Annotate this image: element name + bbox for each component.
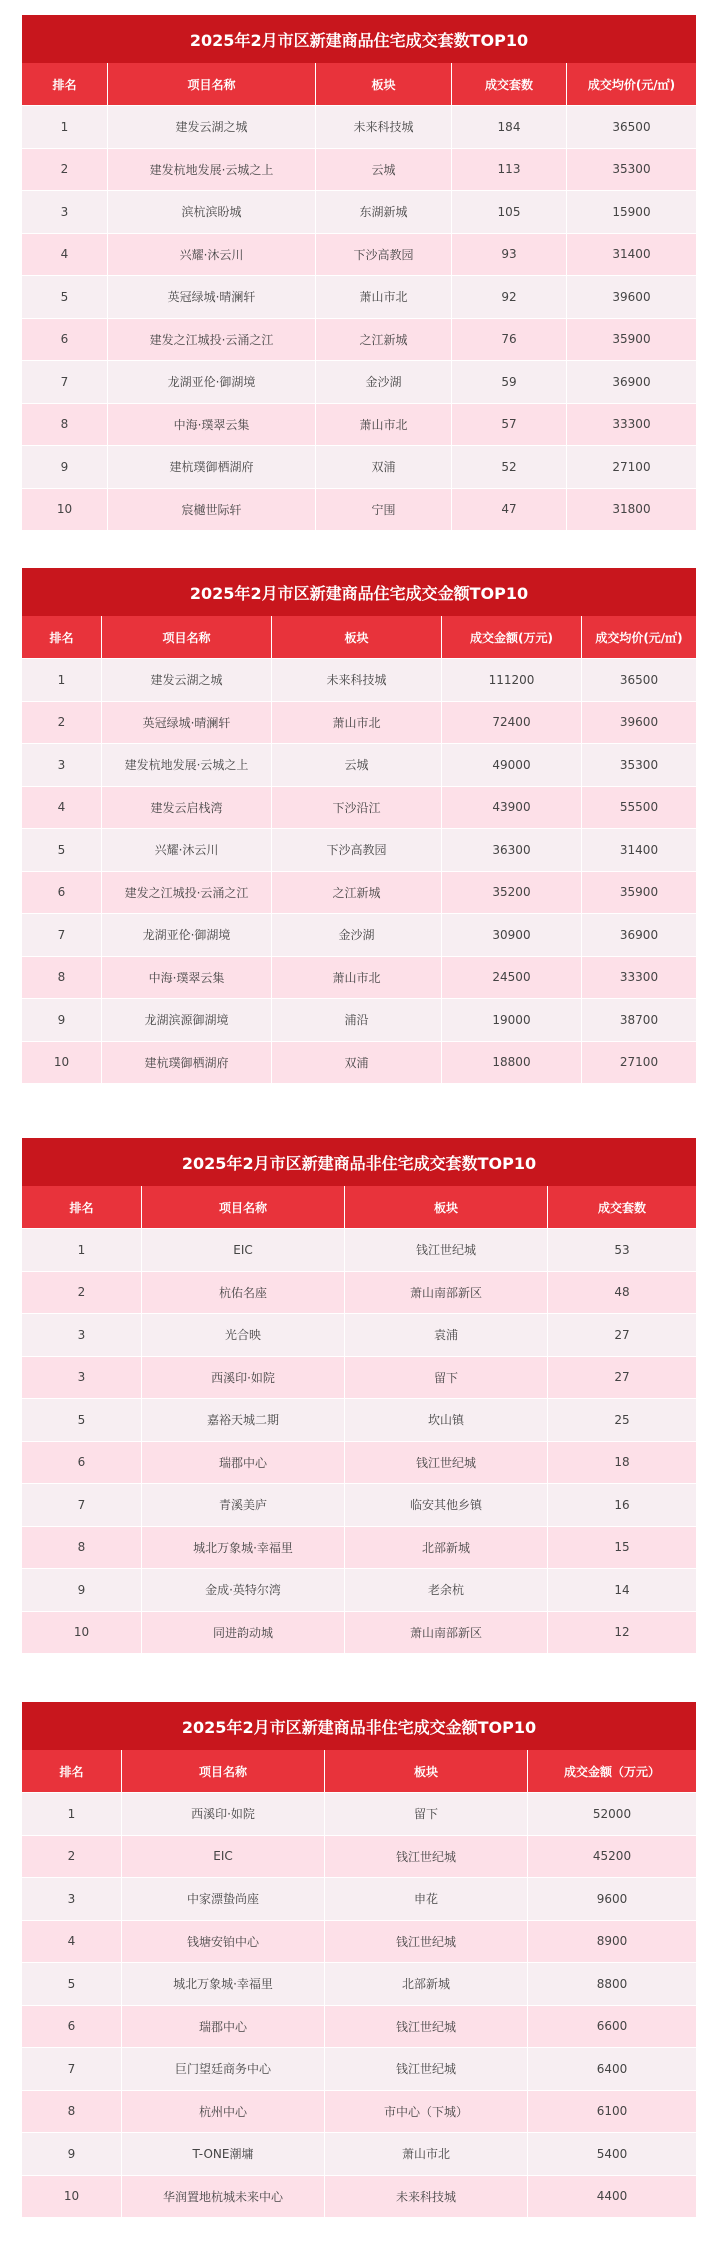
table-cell: 兴耀·沐云川 — [102, 829, 272, 871]
table-cell: 建杭璞御栖湖府 — [102, 1042, 272, 1084]
table-row — [22, 743, 696, 786]
table-cell: 59 — [452, 361, 567, 403]
table-cell: 6100 — [528, 2091, 696, 2133]
table-cell: 15 — [548, 1527, 696, 1569]
table-row — [22, 1271, 696, 1314]
table-cell: 27 — [548, 1314, 696, 1356]
table-cell: 中家漂蛰尚座 — [122, 1878, 325, 1920]
table-row — [22, 1526, 696, 1569]
table-cell: 2 — [22, 149, 108, 191]
table-cell: 1 — [22, 106, 108, 148]
table-cell: 184 — [452, 106, 567, 148]
table-cell: 35300 — [567, 149, 696, 191]
table-cell: 35900 — [582, 872, 696, 914]
table-cell: 3 — [22, 744, 102, 786]
column-header: 排名 — [22, 616, 102, 658]
table-title: 2025年2月市区新建商品住宅成交套数TOP10 — [22, 15, 696, 63]
column-header: 项目名称 — [102, 616, 272, 658]
table-row — [22, 445, 696, 488]
column-header: 项目名称 — [108, 63, 316, 105]
table-row — [22, 2090, 696, 2133]
table-row — [22, 1441, 696, 1484]
table-cell: 中海·璞翠云集 — [102, 957, 272, 999]
table-cell: 8900 — [528, 1921, 696, 1963]
table-cell: 48 — [548, 1272, 696, 1314]
table-cell: 钱江世纪城 — [325, 1836, 528, 1878]
table-cell: 111200 — [442, 659, 582, 701]
table-cell: 6600 — [528, 2006, 696, 2048]
table-cell: 36900 — [582, 914, 696, 956]
table-cell: 2 — [22, 1836, 122, 1878]
table-cell: 巨门望廷商务中心 — [122, 2048, 325, 2090]
table-cell: 12 — [548, 1612, 696, 1654]
table-row — [22, 275, 696, 318]
table-cell: 杭州中心 — [122, 2091, 325, 2133]
table-cell: 35200 — [442, 872, 582, 914]
table-cell: 8800 — [528, 1963, 696, 2005]
table-cell: 25 — [548, 1399, 696, 1441]
table-row — [22, 701, 696, 744]
table-cell: 6400 — [528, 2048, 696, 2090]
table-cell: 之江新城 — [316, 319, 452, 361]
table-cell: 72400 — [442, 702, 582, 744]
table-cell: 瑞郡中心 — [142, 1442, 345, 1484]
table-row — [22, 190, 696, 233]
table-cell: 萧山南部新区 — [345, 1272, 548, 1314]
table-cell: 6 — [22, 872, 102, 914]
table-cell: 云城 — [272, 744, 442, 786]
table-cell: 6 — [22, 319, 108, 361]
table-row — [22, 658, 696, 701]
table-cell: 袁浦 — [345, 1314, 548, 1356]
table-cell: 嘉裕天城二期 — [142, 1399, 345, 1441]
table-cell: 龙湖滨源御湖境 — [102, 999, 272, 1041]
table-cell: 5400 — [528, 2133, 696, 2175]
table-cell: 35300 — [582, 744, 696, 786]
column-header: 成交套数 — [452, 63, 567, 105]
table-cell: 瑞郡中心 — [122, 2006, 325, 2048]
table-cell: 10 — [22, 1042, 102, 1084]
table-cell: 浦沿 — [272, 999, 442, 1041]
table-cell: 钱江世纪城 — [345, 1229, 548, 1271]
table-row — [22, 1568, 696, 1611]
table-cell: 金沙湖 — [316, 361, 452, 403]
column-header: 成交均价(元/㎡) — [582, 616, 696, 658]
column-header: 板块 — [345, 1186, 548, 1228]
table-3 — [22, 1138, 696, 1653]
table-cell: 建发杭地发展·云城之上 — [108, 149, 316, 191]
table-row — [22, 2132, 696, 2175]
table-cell: 24500 — [442, 957, 582, 999]
column-header: 成交金额(万元) — [442, 616, 582, 658]
table-cell: 城北万象城·幸福里 — [122, 1963, 325, 2005]
table-row — [22, 1313, 696, 1356]
table-cell: 9 — [22, 999, 102, 1041]
table-cell: 西溪印·如院 — [142, 1357, 345, 1399]
table-cell: 申花 — [325, 1878, 528, 1920]
table-4 — [22, 1702, 696, 2217]
column-header: 排名 — [22, 1186, 142, 1228]
table-cell: 27 — [548, 1357, 696, 1399]
table-cell: 同进韵动城 — [142, 1612, 345, 1654]
table-cell: 华润置地杭城未来中心 — [122, 2176, 325, 2218]
table-cell: 8 — [22, 957, 102, 999]
table-cell: 4 — [22, 1921, 122, 1963]
table-cell: 93 — [452, 234, 567, 276]
table-cell: 英冠绿城·晴澜轩 — [108, 276, 316, 318]
table-row — [22, 998, 696, 1041]
table-cell: 建杭璞御栖湖府 — [108, 446, 316, 488]
table-cell: 2 — [22, 1272, 142, 1314]
table-cell: 3 — [22, 191, 108, 233]
table-cell: 未来科技城 — [316, 106, 452, 148]
table-cell: 5 — [22, 829, 102, 871]
table-cell: 16 — [548, 1484, 696, 1526]
table-cell: 7 — [22, 1484, 142, 1526]
table-cell: 33300 — [567, 404, 696, 446]
table-cell: 双浦 — [272, 1042, 442, 1084]
column-header: 板块 — [272, 616, 442, 658]
table-cell: 36300 — [442, 829, 582, 871]
table-cell: 3 — [22, 1314, 142, 1356]
table-cell: 10 — [22, 489, 108, 531]
table-cell: 9600 — [528, 1878, 696, 1920]
column-header: 项目名称 — [142, 1186, 345, 1228]
table-cell: 建发之江城投·云涌之江 — [108, 319, 316, 361]
table-cell: 老余杭 — [345, 1569, 548, 1611]
table-cell: 金成·英特尔湾 — [142, 1569, 345, 1611]
table-cell: 105 — [452, 191, 567, 233]
table-cell: 1 — [22, 1229, 142, 1271]
table-cell: 兴耀·沐云川 — [108, 234, 316, 276]
table-cell: 4 — [22, 234, 108, 276]
table-cell: 留下 — [325, 1793, 528, 1835]
table-cell: 英冠绿城·晴澜轩 — [102, 702, 272, 744]
table-row — [22, 1041, 696, 1084]
table-row — [22, 318, 696, 361]
table-cell: 45200 — [528, 1836, 696, 1878]
table-cell: 35900 — [567, 319, 696, 361]
table-cell: 8 — [22, 2091, 122, 2133]
table-cell: 建发云启栈湾 — [102, 787, 272, 829]
table-cell: 1 — [22, 659, 102, 701]
table-2 — [22, 568, 696, 1083]
table-row — [22, 1835, 696, 1878]
table-cell: 18 — [548, 1442, 696, 1484]
table-cell: 坎山镇 — [345, 1399, 548, 1441]
table-row — [22, 403, 696, 446]
table-cell: 27100 — [582, 1042, 696, 1084]
table-cell: 钱塘安铂中心 — [122, 1921, 325, 1963]
table-cell: 49000 — [442, 744, 582, 786]
table-cell: 30900 — [442, 914, 582, 956]
table-cell: 萧山市北 — [316, 276, 452, 318]
column-header: 排名 — [22, 63, 108, 105]
table-title: 2025年2月市区新建商品非住宅成交套数TOP10 — [22, 1138, 696, 1186]
table-header-row — [22, 616, 696, 658]
table-cell: 建发之江城投·云涌之江 — [102, 872, 272, 914]
table-cell: 2 — [22, 702, 102, 744]
column-header: 排名 — [22, 1750, 122, 1792]
table-cell: 3 — [22, 1878, 122, 1920]
column-header: 板块 — [325, 1750, 528, 1792]
table-cell: 43900 — [442, 787, 582, 829]
table-cell: 31400 — [567, 234, 696, 276]
table-cell: 33300 — [582, 957, 696, 999]
table-cell: 杭佑名座 — [142, 1272, 345, 1314]
table-cell: 中海·璞翠云集 — [108, 404, 316, 446]
table-cell: 5 — [22, 276, 108, 318]
table-cell: 39600 — [567, 276, 696, 318]
table-cell: 东湖新城 — [316, 191, 452, 233]
table-cell: 6 — [22, 1442, 142, 1484]
table-cell: 6 — [22, 2006, 122, 2048]
table-cell: 云城 — [316, 149, 452, 191]
table-cell: 下沙高教园 — [272, 829, 442, 871]
table-cell: 53 — [548, 1229, 696, 1271]
table-row — [22, 1962, 696, 2005]
table-cell: 金沙湖 — [272, 914, 442, 956]
table-cell: 龙湖亚伦·御湖境 — [108, 361, 316, 403]
table-cell: 建发云湖之城 — [108, 106, 316, 148]
table-cell: 4 — [22, 787, 102, 829]
table-cell: 之江新城 — [272, 872, 442, 914]
table-cell: 52000 — [528, 1793, 696, 1835]
column-header: 项目名称 — [122, 1750, 325, 1792]
table-cell: 9 — [22, 446, 108, 488]
table-cell: 龙湖亚伦·御湖境 — [102, 914, 272, 956]
table-row — [22, 956, 696, 999]
table-cell: EIC — [122, 1836, 325, 1878]
table-cell: 76 — [452, 319, 567, 361]
table-cell: 1 — [22, 1793, 122, 1835]
table-row — [22, 871, 696, 914]
table-header-row — [22, 1186, 696, 1228]
table-cell: 北部新城 — [345, 1527, 548, 1569]
table-row — [22, 1228, 696, 1271]
table-cell: 27100 — [567, 446, 696, 488]
table-row — [22, 1877, 696, 1920]
table-row — [22, 1356, 696, 1399]
table-row — [22, 2175, 696, 2218]
table-cell: 3 — [22, 1357, 142, 1399]
table-cell: 双浦 — [316, 446, 452, 488]
table-cell: 7 — [22, 914, 102, 956]
column-header: 成交金额（万元） — [528, 1750, 696, 1792]
table-cell: 8 — [22, 1527, 142, 1569]
table-cell: 钱江世纪城 — [325, 2006, 528, 2048]
table-cell: 57 — [452, 404, 567, 446]
table-cell: 52 — [452, 446, 567, 488]
table-row — [22, 488, 696, 531]
table-cell: T-ONE潮墉 — [122, 2133, 325, 2175]
table-cell: 萧山市北 — [272, 957, 442, 999]
table-row — [22, 2047, 696, 2090]
table-cell: 留下 — [345, 1357, 548, 1399]
table-cell: 西溪印·如院 — [122, 1793, 325, 1835]
table-row — [22, 786, 696, 829]
table-cell: 36500 — [582, 659, 696, 701]
table-cell: 113 — [452, 149, 567, 191]
table-cell: 4400 — [528, 2176, 696, 2218]
table-cell: 36500 — [567, 106, 696, 148]
table-cell: 18800 — [442, 1042, 582, 1084]
table-row — [22, 1920, 696, 1963]
table-cell: 滨杭滨盼城 — [108, 191, 316, 233]
table-cell: 钱江世纪城 — [325, 1921, 528, 1963]
table-row — [22, 913, 696, 956]
table-cell: 7 — [22, 2048, 122, 2090]
table-cell: 萧山市北 — [316, 404, 452, 446]
table-cell: 8 — [22, 404, 108, 446]
table-cell: 9 — [22, 1569, 142, 1611]
table-cell: 7 — [22, 361, 108, 403]
table-cell: 北部新城 — [325, 1963, 528, 2005]
table-cell: 15900 — [567, 191, 696, 233]
table-row — [22, 233, 696, 276]
table-header-row — [22, 1750, 696, 1792]
table-cell: 宁围 — [316, 489, 452, 531]
table-row — [22, 828, 696, 871]
table-cell: 39600 — [582, 702, 696, 744]
table-cell: 5 — [22, 1399, 142, 1441]
table-cell: 36900 — [567, 361, 696, 403]
table-cell: EIC — [142, 1229, 345, 1271]
table-cell: 钱江世纪城 — [345, 1442, 548, 1484]
table-cell: 青溪美庐 — [142, 1484, 345, 1526]
table-title: 2025年2月市区新建商品非住宅成交金额TOP10 — [22, 1702, 696, 1750]
column-header: 板块 — [316, 63, 452, 105]
table-cell: 19000 — [442, 999, 582, 1041]
table-row — [22, 360, 696, 403]
table-cell: 萧山市北 — [325, 2133, 528, 2175]
table-cell: 市中心（下城） — [325, 2091, 528, 2133]
table-1 — [22, 15, 696, 530]
table-row — [22, 2005, 696, 2048]
table-cell: 光合映 — [142, 1314, 345, 1356]
table-cell: 临安其他乡镇 — [345, 1484, 548, 1526]
table-cell: 钱江世纪城 — [325, 2048, 528, 2090]
table-row — [22, 1792, 696, 1835]
table-cell: 萧山南部新区 — [345, 1612, 548, 1654]
table-cell: 下沙沿江 — [272, 787, 442, 829]
table-cell: 建发杭地发展·云城之上 — [102, 744, 272, 786]
table-header-row — [22, 63, 696, 105]
table-cell: 47 — [452, 489, 567, 531]
table-row — [22, 1483, 696, 1526]
table-cell: 10 — [22, 2176, 122, 2218]
table-cell: 92 — [452, 276, 567, 318]
table-row — [22, 148, 696, 191]
table-cell: 5 — [22, 1963, 122, 2005]
table-cell: 未来科技城 — [272, 659, 442, 701]
table-row — [22, 1398, 696, 1441]
table-row — [22, 105, 696, 148]
table-cell: 城北万象城·幸福里 — [142, 1527, 345, 1569]
table-cell: 31400 — [582, 829, 696, 871]
table-cell: 9 — [22, 2133, 122, 2175]
table-cell: 14 — [548, 1569, 696, 1611]
table-cell: 31800 — [567, 489, 696, 531]
column-header: 成交套数 — [548, 1186, 696, 1228]
table-title: 2025年2月市区新建商品住宅成交金额TOP10 — [22, 568, 696, 616]
column-header: 成交均价(元/㎡) — [567, 63, 696, 105]
table-cell: 下沙高教园 — [316, 234, 452, 276]
table-cell: 38700 — [582, 999, 696, 1041]
table-cell: 55500 — [582, 787, 696, 829]
table-row — [22, 1611, 696, 1654]
table-cell: 宸樾世际轩 — [108, 489, 316, 531]
table-cell: 萧山市北 — [272, 702, 442, 744]
table-cell: 建发云湖之城 — [102, 659, 272, 701]
table-cell: 10 — [22, 1612, 142, 1654]
table-cell: 未来科技城 — [325, 2176, 528, 2218]
